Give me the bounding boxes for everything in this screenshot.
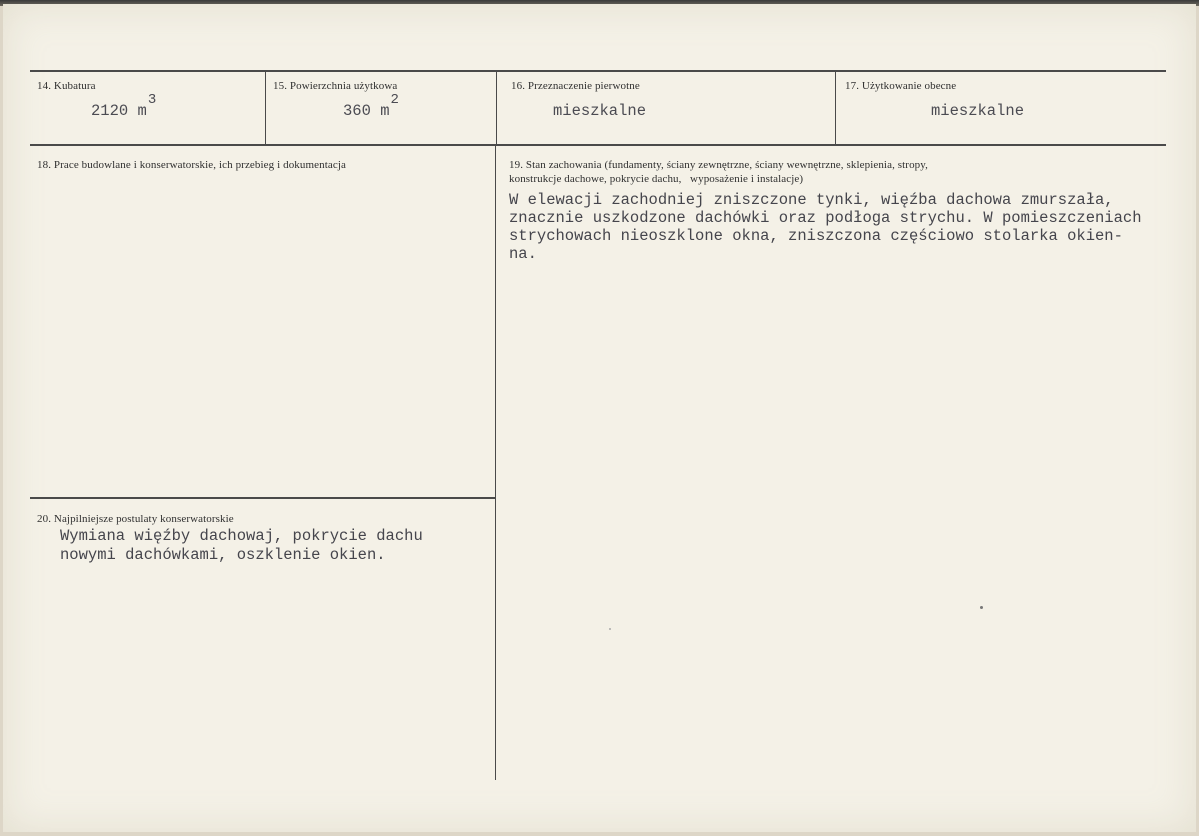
rule-mid bbox=[30, 144, 1166, 146]
field-15-exponent: 2 bbox=[390, 92, 399, 108]
field-19-text-line: znacznie uszkodzone dachówki oraz podłoga strychu. W pomieszczeniach bbox=[509, 209, 1142, 227]
field-14-exponent: 3 bbox=[147, 92, 157, 108]
divider-main bbox=[495, 146, 496, 780]
divider-15-16 bbox=[496, 71, 497, 145]
field-14-number: 2120 m bbox=[91, 102, 147, 120]
paper-speck bbox=[609, 628, 611, 630]
field-15-label: 15. Powierzchnia użytkowa bbox=[273, 80, 398, 92]
field-20-label: 20. Najpilniejsze postulaty konserwatorskie bbox=[37, 513, 234, 525]
field-18-label: 18. Prace budowlane i konserwatorskie, ich przebieg i dokumentacja bbox=[37, 159, 346, 171]
record-card bbox=[3, 4, 1196, 832]
field-17-label: 17. Użytkowanie obecne bbox=[845, 80, 957, 92]
field-16-value: mieszkalne bbox=[553, 102, 647, 120]
rule-section20 bbox=[30, 497, 496, 499]
divider-16-17 bbox=[835, 71, 836, 145]
field-19-text-line: na. bbox=[509, 245, 537, 263]
field-15-number: 360 m bbox=[343, 102, 390, 120]
field-19-text-line: strychowach nieoszklone okna, zniszczona częściowo stolarka okien- bbox=[509, 227, 1123, 245]
field-19-label-line1: 19. Stan zachowania (fundamenty, ściany zewnętrzne, ściany wewnętrzne, sklepienia, stropy, bbox=[509, 159, 929, 171]
field-14-value bbox=[91, 92, 157, 121]
field-20-text-line: nowymi dachówkami, oszklenie okien. bbox=[60, 546, 386, 564]
field-17-value: mieszkalne bbox=[931, 102, 1025, 120]
rule-top bbox=[30, 70, 1166, 72]
field-19-text-line: W elewacji zachodniej zniszczone tynki, więźba dachowa zmurszała, bbox=[509, 191, 1114, 209]
field-14-label: 14. Kubatura bbox=[37, 80, 96, 92]
divider-14-15 bbox=[265, 71, 266, 145]
field-20-text-line: Wymiana więźby dachowaj, pokrycie dachu bbox=[60, 527, 423, 545]
field-19-label-line2: konstrukcje dachowe, pokrycie dachu, wyposażenie i instalacje) bbox=[509, 173, 804, 185]
paper-speck bbox=[980, 606, 983, 609]
field-15-value bbox=[343, 92, 399, 121]
field-16-label: 16. Przeznaczenie pierwotne bbox=[511, 80, 640, 92]
